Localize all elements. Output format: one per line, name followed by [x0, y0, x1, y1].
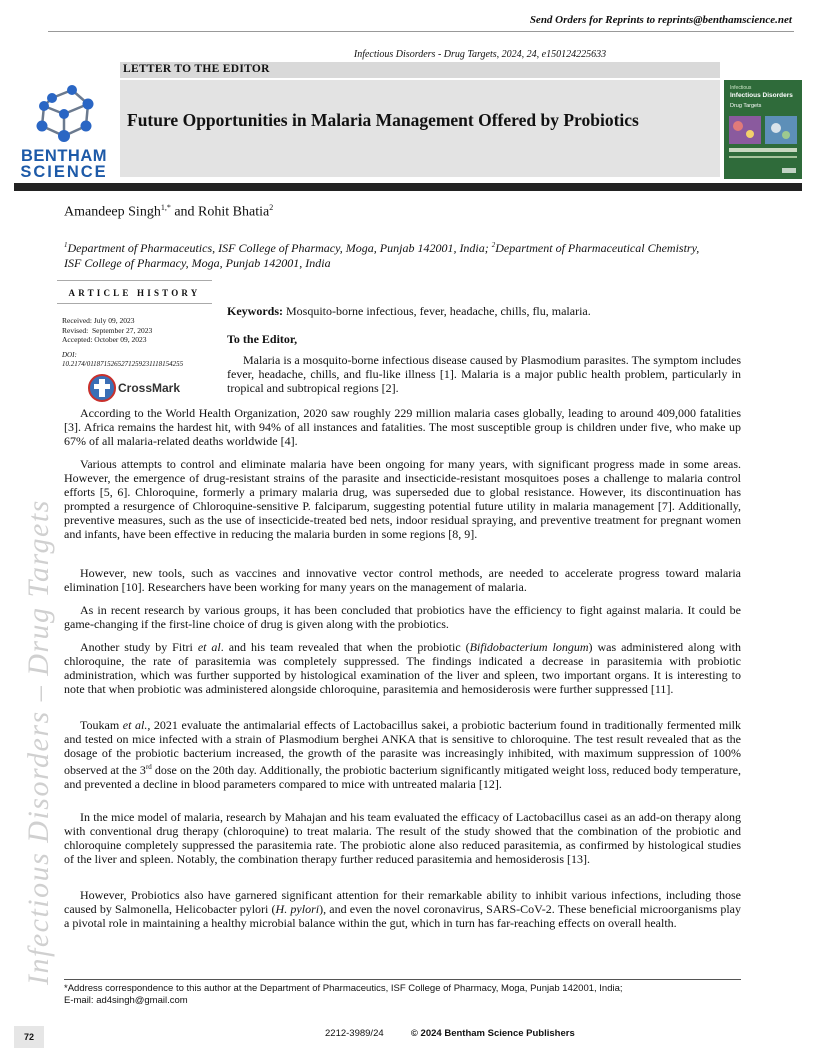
correspondence-footnote	[64, 983, 744, 1007]
p7-etal: et al.,	[122, 718, 151, 732]
correspondence-address: *Address correspondence to this author at the Department of Pharmaceutics, ISF College of Pharmacy, Moga, Punjab 142001, India;	[64, 983, 623, 994]
paragraph-7	[64, 718, 741, 791]
cover-subtitle: Drug Targets	[730, 103, 762, 109]
reprint-divider	[48, 31, 794, 32]
affil-2: Department of Pharmaceutical Chemistry, ISF College of Pharmacy, Moga, Punjab 142001, India	[64, 241, 700, 270]
section-label: LETTER TO THE EDITOR	[123, 63, 270, 75]
journal-citation	[200, 49, 760, 60]
author-2: and Rohit Bhatia	[170, 204, 270, 220]
salutation: To the Editor,	[227, 332, 298, 346]
paragraph-8: In the mice model of malaria, research by Mahajan and his team evaluated the efficacy of Lactobacillus casei as an add-on therapy along with conventional drug therapy (chloroquine) to treat malaria. The result of the study showed that the combination of the probiotic and chloroquine completely suppressed the parasitemia rate. The probiotic alone also reduced parasitemia, as confirmed by histological studies of the liver and spleen. Notably, the combination therapy further reduced parasitemia and hemosiderosis [13].	[64, 810, 741, 866]
accepted-date: Accepted: October 09, 2023	[62, 335, 147, 344]
affil-2-sup: 2	[491, 241, 496, 249]
p7-text-b: 2021 evaluate the antimalarial effects of Lactobacillus sakei, a probiotic bacterium found in traditionally fermented milk and tested on mice infected with a strain of Plasmodium berghei ANKA that is sensitive to chloroquine. The test result revealed that as the dosage of the probiotic bacterium increased, the growth of the parasite was increasingly inhibited, with maximum suppression of 100% observed at the 3	[64, 718, 741, 777]
history-divider-bottom	[57, 303, 212, 304]
crossmark-badge[interactable]	[88, 373, 180, 403]
molecule-icon	[14, 84, 114, 146]
article-history-heading: ARTICLE HISTORY	[68, 288, 201, 298]
journal-volume: 24	[526, 49, 537, 60]
crossmark-icon	[88, 374, 116, 402]
paragraph-1: Malaria is a mosquito-borne infectious disease caused by Plasmodium parasites. The symptom includes fever, headache, chills, and flu-like illness [1]. Malaria is a major public health problem, particularly in tropical and subtropical regions [2].	[227, 353, 741, 395]
paragraph-5: As in recent research by various groups, it has been concluded that probiotics have the efficiency to fight against malaria. It could be game-changing if the first-line choice of drug is given along with the probiotics.	[64, 603, 741, 631]
bentham-logo	[14, 84, 114, 180]
p7-text-c: dose on the 20th day. Additionally, the probiotic bacterium significantly mitigated weight loss, reduced body temperature, and prevented a decline in blood parameters compared to mice with untreated malaria [12].	[64, 763, 741, 791]
correspondence-email[interactable]: E-mail: ad4singh@gmail.com	[64, 995, 188, 1006]
p9-text-a: However, Probiotics also have garnered significant attention for their remarkable ability to inhibit various infections, including those caused by Salmonella, Helicobacter pylori (	[64, 888, 741, 916]
cover-artwork-icon	[724, 116, 802, 176]
article-title: Future Opportunities in Malaria Management Offered by Probiotics	[127, 110, 639, 130]
copyright-line	[325, 1028, 575, 1039]
p6-text-b: . and his team revealed that when the probiotic (	[220, 640, 470, 654]
article-id: , e150124225633	[536, 49, 607, 60]
doi-block	[62, 351, 212, 369]
cover-journal-name: Infectious Disorders	[730, 92, 793, 99]
author-1: Amandeep Singh	[64, 204, 161, 220]
p7-sup: rd	[145, 763, 152, 771]
issn: 2212-3989/24	[325, 1028, 384, 1039]
paragraph-2: According to the World Health Organization, 2020 saw roughly 229 million malaria cases globally, leading to around 409,000 fatalities [3]. Africa remains the hardest hit, with 94% of all instances and fatalities. The most susceptible group is children under five, who make up 67% of all malaria-related deaths worldwide [4].	[64, 406, 741, 448]
doi-link[interactable]: 10.2174/0118715265271259231118154255	[62, 360, 184, 368]
copyright-text: © 2024 Bentham Science Publishers	[410, 1028, 575, 1039]
affiliations	[64, 238, 714, 271]
author-2-sup: 2	[269, 203, 274, 212]
paragraph-4: However, new tools, such as vaccines and innovative vector control methods, are needed to accelerate progress toward malaria elimination [10]. Researchers have been working for many years on the management of malaria.	[64, 566, 741, 594]
keywords	[227, 304, 591, 319]
article-history-dates	[62, 316, 152, 345]
author-1-sup: 1,*	[160, 203, 171, 212]
author-list	[64, 203, 273, 221]
affil-1-sup: 1	[64, 241, 68, 249]
doi-label: DOI:	[62, 351, 77, 359]
received-date: Received: July 09, 2023	[62, 316, 135, 325]
page-number: 72	[14, 1026, 44, 1048]
p6-text-a: Another study by Fitri	[80, 640, 198, 654]
p9-hpylori: H. pylori	[275, 902, 320, 916]
journal-side-watermark: Infectious Disorders – Drug Targets	[22, 499, 55, 985]
keywords-label: Keywords:	[227, 304, 283, 318]
keywords-text: Mosquito-borne infectious, fever, headache, chills, flu, malaria.	[283, 304, 591, 318]
history-divider-top	[57, 280, 212, 281]
logo-text-science: SCIENCE	[20, 163, 108, 181]
p9-text-b: ), and even the novel coronavirus, SARS-CoV-2. These beneficial microorganisms play a pivotal role in maintaining a healthy microbial balance within the gut, which in turn has far-reaching effects on overall health.	[64, 902, 741, 930]
p6-text-c: ) was administered along with chloroquine, the rate of parasitemia was completely suppressed. The findings indicated a decrease in parasitemia with probiotic administration, which was further supported by histological examination of the liver and spleen, two important organs. It is interesting to note that when probiotic was administered alongside chloroquine, parasitemia and hemosiderosis were further suppressed [11].	[64, 640, 741, 696]
p6-etal: et al	[197, 640, 221, 654]
journal-year: , 2024,	[496, 49, 527, 60]
header-rule	[14, 183, 802, 191]
cover-small-text: Infectious	[730, 85, 752, 91]
journal-cover-image	[724, 80, 802, 179]
paragraph-6	[64, 640, 741, 696]
journal-name: Infectious Disorders - Drug Targets	[353, 49, 497, 60]
paragraph-3: Various attempts to control and eliminate malaria have been ongoing for many years, with significant progress made in some areas. However, the emergence of drug-resistant strains of the parasite and insecticide-resistant mosquitoes poses a challenge to malaria control efforts [5, 6]. Chloroquine, formerly a primary malaria drug, was superseded due to global resistance. However, its discontinuation has prompted a resurgence of Chloroquine-sensitive P. falciparum, suggesting potential future utility in malaria management [7]. Additionally, preventive measures, such as the use of insecticide-treated bed nets, indoor residual spraying, and preventive treatment for pregnant women and infants, have been effective in reducing the malaria burden in some regions [8, 9].	[64, 457, 741, 541]
crossmark-label: CrossMark	[118, 381, 181, 395]
paragraph-9	[64, 888, 741, 930]
p7-text-a: Toukam	[80, 718, 123, 732]
logo-text-bentham: BENTHAM	[21, 147, 107, 165]
reprint-notice: Send Orders for Reprints to reprints@benthamscience.net	[529, 14, 792, 26]
footnote-rule	[64, 979, 741, 980]
affil-1: Department of Pharmaceutics, ISF College of Pharmacy, Moga, Punjab 142001, India;	[67, 241, 492, 255]
revised-date: Revised: September 27, 2023	[62, 325, 153, 335]
p6-species: Bifidobacterium longum	[469, 640, 589, 654]
